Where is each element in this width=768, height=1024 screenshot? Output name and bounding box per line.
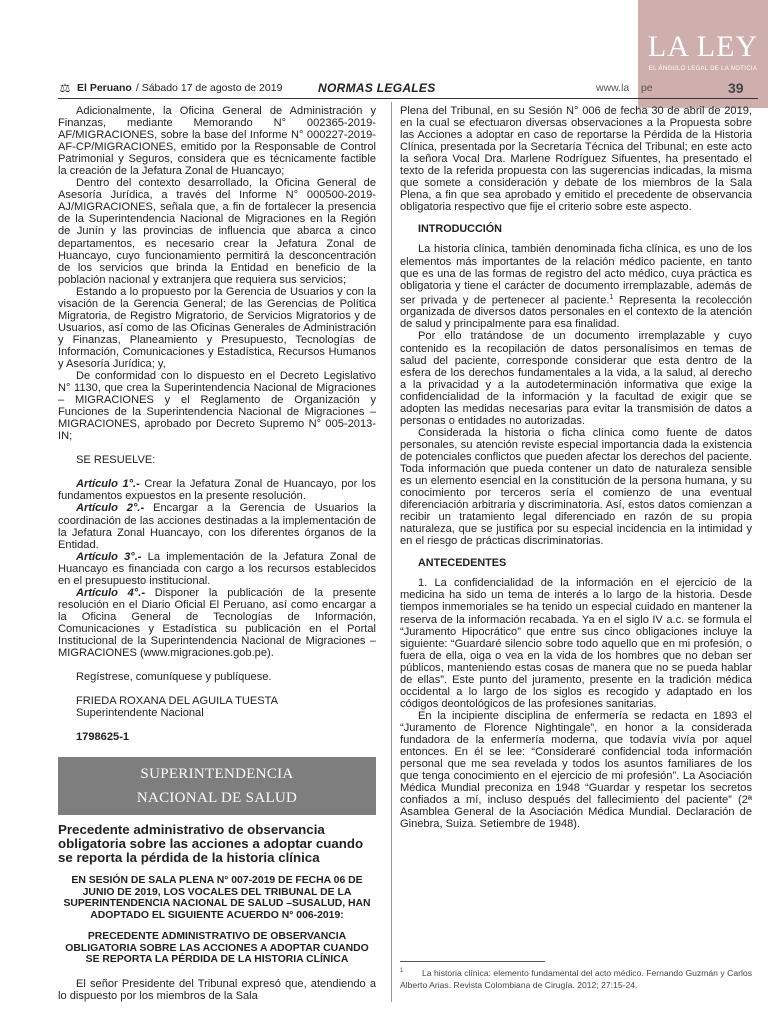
header-rule: [58, 98, 758, 99]
publication-code: 1798625-1: [76, 731, 130, 744]
newspaper-name: El Peruano: [77, 82, 132, 94]
paragraph: Considerada la historia o ficha clínica como fuente de datos personales, su atención reviste especial importancia dada la existencia de potenciales conflictos que pueden afectar los derechos del paciente. Toda información que pueda contener un dato de naturaleza sensible es un elemento esencial en la constitución de la persona humana, y su conocimiento por terceros sería el comienzo de una eventual diferenciación arbitraria y discriminatoria. Así, estos datos comienzan a recibir un tratamiento legal diferenciado en razón de su propia naturaleza, que se justifica por su especial incidencia en la intimidad y en el riesgo de prácticas discriminatorias.: [400, 426, 752, 548]
paragraph: 1. La confidencialidad de la información en el ejercicio de la medicina ha sido un tema de interés a lo largo de la historia. Desde tiempos inmemoriales se ha tenido un especial cuidado en mantener la reserva de la información recabada. Ya en el siglo IV a.c. se formula el “Juramento Hipocrático” que entre sus cinco obligaciones incluye la siguiente: “Guardaré silencio sobre todo aquello que en mi profesión, o fuera de ella, oiga o vea en la vida de los hombres que no deban ser públicos, manteniendo estas cosas de manera que no se pueda hablar de ellas”. Este punto del juramento, presente en la tradición médica occidental a lo largo de los siglos es recogido y adaptado en los códigos deontológicos de las profesiones sanitarias.: [400, 577, 752, 710]
section-heading-antecedentes: ANTECEDENTES: [418, 557, 507, 570]
article-1: Artículo 1°.- Crear la Jefatura Zonal de Huancayo, por los fundamentos expuestos en la presente resolución.: [58, 478, 376, 503]
precedent-heading: PRECEDENTE ADMINISTRATIVO DE OBSERVANCIA OBLIGATORIA SOBRE LAS ACCIONES A ADOPTAR CUANDO SE REPORTA LA PÉRDIDA DE LA HISTORIA CLÍNICA: [65, 931, 369, 966]
header-url: www.la pe: [596, 82, 653, 94]
footnote-reference: 1: [609, 293, 614, 301]
paragraph: Plena del Tribunal, en su Sesión N° 006 de fecha 30 de abril de 2019, en la cual se efectuaron diversas observaciones a la Propuesta sobre las Acciones a adoptar en caso de reportarse la Pérdida de la Historia Clínica, presentada por la Secretaría Técnica del Tribunal; en este acto la señora Vocal Dra. Marlene Rodríguez Sifuentes, ha presentado el texto de la referida propuesta con las sugerencias indicadas, la misma que somete a consideración y debate de los miembros de la Sala Plena, a fin que sea aprobado y emitido el precedente de observancia obligatoria respectivo que fije el criterio sobre este aspecto.: [400, 105, 752, 214]
paragraph: La historia clínica, también denominada ficha clínica, es uno de los elementos más importantes de la relación médico paciente, en tanto que es una de las formas de registro del acto médico, cuya práctica es obligatoria y tiene el carácter de documento irremplazable, además de ser privada y de pertenecer al paciente.$^1$ Representa la recolección organizada de diversos datos personales en el contexto de la atención de salud y principalmente para esa finalidad.: [400, 243, 752, 331]
paragraph: De conformidad con lo dispuesto en el Decreto Legislativo N° 1130, que crea la Superintendencia Nacional de Migraciones – MIGRACIONES y el Reglamento de Organización y Funciones de la Superintendencia Nacional de Migraciones – MIGRACIONES, aprobado por Decreto Supremo N° 005-2013-IN;: [58, 370, 376, 443]
agency-heading: SUPERINTENDENCIA NACIONAL DE SALUD: [58, 757, 376, 815]
coat-of-arms-icon: ⚖: [59, 81, 71, 95]
column-divider: [391, 102, 392, 1002]
paragraph: En la incipiente disciplina de enfermería se redacta en 1893 el “Juramento de Florence Nightingale”, en honor a la considerada fundadora de la enfermería moderna, que todavía vivía por aquel entonces. En él se lee: “Consideraré confidencial toda información personal que me sea revelada y todos los asuntos familiares de los que tenga conocimiento en el ejercicio de mi profesión”. La Asociación Médica Mundial preconiza en 1948 “Guardar y respetar los secretos confiados a mí, incluso después del fallecimiento del paciente” (2ª Asamblea General de la Asociación Médica Mundial. Declaración de Ginebra, Suiza. Setiembre de 1948).: [400, 709, 752, 831]
section-title: NORMAS LEGALES: [318, 81, 436, 95]
page-header: [58, 79, 653, 97]
la-ley-banner: [638, 0, 768, 108]
left-column: [58, 105, 376, 1002]
signer-title: Superintendente Nacional: [76, 707, 204, 720]
la-ley-tagline: EL ÁNGULO LEGAL DE LA NOTICIA: [648, 66, 758, 72]
article-2: Artículo 2°.- Encargar a la Gerencia de Usuarios la coordinación de las acciones destinadas a la implementación de la Jefatura Zonal Huancayo, con los diferentes órganos de la Entidad.: [58, 502, 376, 551]
paragraph: Por ello tratándose de un documento irremplazable y cuyo contenido es la recopilación de datos personalísimos en temas de salud del paciente, corresponde considerar que esta dentro de la esfera de los derechos fundamentales a la vida, a la salud, al derecho a la privacidad y a la autodeterminación informativa que exige la confidencialidad de la información y la facultad de exigir que se adopten las medidas necesarias para evitar la transmisión de datos a personas o entidades no autorizadas.: [400, 330, 752, 427]
paragraph: Estando a lo propuesto por la Gerencia de Usuarios y con la visación de la Gerencia General; de las Gerencias de Política Migratoria, de Registro Migratorio, de Servicios Migratorios y de Usuarios, así como de las Oficinas Generales de Administración y Finanzas, Planeamiento y Presupuesto, Tecnologías de Información, Comunicaciones y Estadística, Recursos Humanos y Asesoría Jurídica; y,: [58, 285, 376, 370]
signer-name: FRIEDA ROXANA DEL AGUILA TUESTA: [76, 695, 279, 708]
document-title: Precedente administrativo de observancia obligatoria sobre las acciones a adoptar cuando se reporta la pérdida de la historia clínica: [58, 822, 364, 866]
article-3: Artículo 3°.- La implementación de la Jefatura Zonal de Huancayo es financiada con cargo a los recursos establecidos en el presupuesto institucional.: [58, 550, 376, 587]
footnote: 1 La historia clínica: elemento fundamental del acto médico. Fernando Guzmán y Carlos Alberto Arias. Revista Colombiana de Cirugía. 2012; 27:15-24.: [400, 967, 752, 990]
la-ley-logo: LA LEY: [647, 30, 759, 63]
right-column: [400, 105, 752, 830]
page-number: 39: [728, 80, 744, 96]
section-heading-introduccion: INTRODUCCIÓN: [418, 223, 502, 236]
closing-formula: Regístrese, comuníquese y publíquese.: [76, 671, 272, 684]
footnote-rule: [400, 961, 545, 962]
paragraph: Adicionalmente, la Oficina General de Administración y Finanzas, mediante Memorando N° 002365-2019-AF/MIGRACIONES, sobre la base del Informe N° 000227-2019-AF-CP/MIGRACIONES, emitido por la Responsable de Control Patrimonial y Seguros, considera que es técnicamente factible la creación de la Jefatura Zonal de Huancayo;: [58, 105, 376, 178]
resolve-heading: SE RESUELVE:: [76, 454, 156, 467]
publication-date: / Sábado 17 de agosto de 2019: [135, 82, 283, 94]
session-statement: EN SESIÓN DE SALA PLENA N° 007-2019 DE FECHA 06 DE JUNIO DE 2019, LOS VOCALES DEL TRIBUNAL DE LA SUPERINTENDENCIA NACIONAL DE SALUD –SUSALUD, HAN ADOPTADO EL SIGUIENTE ACUERDO N° 006-2019:: [63, 875, 371, 921]
paragraph: El señor Presidente del Tribunal expresó que, atendiendo a lo dispuesto por los miembros de la Sala: [58, 977, 376, 1002]
article-4: Artículo 4°.- Disponer la publicación de la presente resolución en el Diario Oficial El Peruano, así como encargar a la Oficina General de Tecnologías de Información, Comunicaciones y Estadística su publicación en el Portal Institucional de la Superintendencia Nacional de Migraciones – MIGRACIONES (www.migraciones.gob.pe).: [58, 586, 376, 660]
paragraph: Dentro del contexto desarrollado, la Oficina General de Asesoría Jurídica, a través del Informe N° 000500-2019-AJ/MIGRACIONES, señala que, a fin de fortalecer la presencia de la Superintendencia Nacional de Migraciones en la Región de Junín y las provincias de influencia que abarca a cinco departamentos, es necesario crear la Jefatura Zonal de Huancayo, cuyo funcionamiento permitirá la desconcentración de los servicios que brinda la Entidad en beneficio de la población nacional y extranjera que requiera sus servicios;: [58, 177, 376, 286]
